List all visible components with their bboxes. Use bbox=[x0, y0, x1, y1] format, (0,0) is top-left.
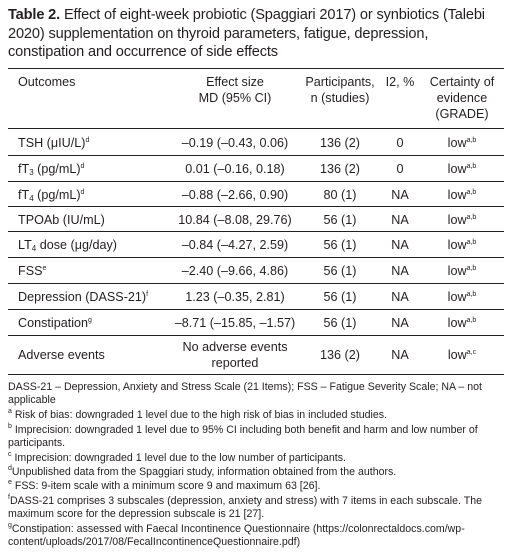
row-adverse-participants: 136 (2) bbox=[320, 348, 360, 362]
row-divider bbox=[8, 309, 504, 310]
col-header-participants: Participants, n (studies) bbox=[305, 75, 375, 105]
row-lt4-outcome: $LT_4$ dose (μg/day) bbox=[18, 238, 117, 253]
row-constipation-participants: 56 (1) bbox=[323, 316, 357, 330]
row-constipation-outcome: Constipation$^g$ bbox=[18, 316, 92, 330]
footnote-c: $^c$ Imprecision: downgraded 1 level due to the low number of participants. bbox=[8, 451, 346, 464]
row-constipation-i2: NA bbox=[391, 316, 409, 330]
row-ft4-outcome: $fT_4$ $(pg/mL)^d$ bbox=[18, 188, 85, 203]
row-ft3-effect: 0.01 (–0.16, 0.18) bbox=[185, 162, 285, 176]
row-divider bbox=[8, 181, 504, 182]
top-rule bbox=[8, 68, 504, 69]
row-divider bbox=[8, 257, 504, 258]
row-constipation-effect: –8.71 (–15.85, –1.57) bbox=[174, 316, 296, 330]
row-ft4-effect: –0.88 (–2.66, 0.90) bbox=[181, 188, 289, 202]
row-fss-participants: 56 (1) bbox=[323, 264, 357, 278]
row-divider bbox=[8, 283, 504, 284]
row-tsh-i2: 0 bbox=[396, 136, 404, 150]
footnote-abbreviations: DASS-21 – Depression, Anxiety and Stress Scale (21 Items); FSS – Fatigue Severity Scale; NA – not applicable bbox=[8, 381, 482, 407]
row-ft3-outcome: $fT_3$ $(pg/mL)^d$ bbox=[18, 162, 85, 177]
footnote-g: $^g$Constipation: assessed with Faecal Incontinence Questionnaire (https://colonrectaldocs.com/wp-content/uploads/2017/08/FecalIncontinenceQuestionnaire.pdf) bbox=[8, 522, 465, 549]
row-depression-i2: NA bbox=[391, 290, 409, 304]
caption-text: Effect of eight-week probiotic (Spaggiari 2017) or synbiotics (Talebi 2020) supplementation on thyroid parameters, fatigue, depression, constipation and occurrence of side effects bbox=[8, 7, 485, 60]
footnote-d: $^d$Unpublished data from the Spaggiari study, information obtained from the authors. bbox=[8, 465, 397, 478]
table-number: Table 2. bbox=[8, 7, 61, 23]
row-adverse-outcome: Adverse events bbox=[18, 348, 105, 362]
row-tsh-participants: 136 (2) bbox=[320, 136, 360, 150]
col-header-i2: I2, % bbox=[385, 75, 415, 89]
bottom-rule bbox=[8, 374, 504, 375]
row-ft4-certainty: low$^{a,b}$ bbox=[447, 188, 477, 202]
row-lt4-i2: NA bbox=[391, 238, 409, 252]
header-rule bbox=[8, 128, 504, 129]
row-tpoab-participants: 56 (1) bbox=[323, 213, 357, 227]
col-header-outcomes: Outcomes bbox=[18, 75, 76, 89]
row-tsh-certainty: low$^{a,b}$ bbox=[447, 136, 477, 150]
footnote-a: $^a$ Risk of bias: downgraded 1 level due to the high risk of bias in included studies. bbox=[8, 408, 388, 421]
row-depression-certainty: low$^{a,b}$ bbox=[447, 290, 477, 304]
row-adverse-certainty: low$^{a,c}$ bbox=[447, 348, 477, 362]
row-adverse-i2: NA bbox=[391, 348, 409, 362]
row-ft4-i2: NA bbox=[391, 188, 409, 202]
row-ft3-participants: 136 (2) bbox=[320, 162, 360, 176]
col-header-effect-size: Effect size MD (95% CI) bbox=[198, 75, 272, 105]
row-tsh-outcome: TSH $(\mu IU/L)^d$ bbox=[18, 136, 90, 150]
row-fss-certainty: low$^{a,b}$ bbox=[447, 264, 477, 278]
row-lt4-participants: 56 (1) bbox=[323, 238, 357, 252]
row-tsh-effect: –0.19 (–0.43, 0.06) bbox=[181, 136, 289, 150]
row-lt4-certainty: low$^{a,b}$ bbox=[447, 238, 477, 252]
row-fss-outcome: FSS$^e$ bbox=[18, 264, 47, 278]
row-lt4-effect: –0.84 (–4.27, 2.59) bbox=[181, 238, 289, 252]
row-constipation-certainty: low$^{a,b}$ bbox=[447, 316, 477, 330]
row-depression-outcome: Depression (DASS-21)$^f$ bbox=[18, 290, 149, 304]
table-caption bbox=[8, 6, 508, 62]
row-fss-i2: NA bbox=[391, 264, 409, 278]
row-depression-participants: 56 (1) bbox=[323, 290, 357, 304]
row-depression-effect: 1.23 (–0.35, 2.81) bbox=[185, 290, 285, 304]
footnote-b: $^b$ Imprecision: downgraded 1 level due to 95% CI including both benefit and harm and low number of participants. bbox=[8, 423, 478, 450]
row-ft3-certainty: low$^{a,b}$ bbox=[447, 162, 477, 176]
row-divider bbox=[8, 231, 504, 232]
row-adverse-effect: No adverse events reported bbox=[182, 340, 288, 370]
row-divider bbox=[8, 155, 504, 156]
row-tpoab-i2: NA bbox=[391, 213, 409, 227]
footnote-e: $^e$ FSS: 9-item scale with a minimum score 9 and maximum 63 [26]. bbox=[8, 479, 321, 492]
col-header-certainty: Certainty of evidence (GRADE) bbox=[429, 75, 495, 121]
row-divider bbox=[8, 335, 504, 336]
footnote-f: $^f$DASS-21 comprises 3 subscales (depression, anxiety and stress) with 7 items in each subscale. The maximum score for the depression subscale is 21 [27]. bbox=[8, 494, 482, 521]
row-fss-effect: –2.40 (–9.66, 4.86) bbox=[181, 264, 289, 278]
row-ft3-i2: 0 bbox=[396, 162, 404, 176]
row-tpoab-effect: 10.84 (–8.08, 29.76) bbox=[178, 213, 292, 227]
row-tpoab-certainty: low$^{a,b}$ bbox=[447, 213, 477, 227]
row-ft4-participants: 80 (1) bbox=[323, 188, 357, 202]
row-divider bbox=[8, 206, 504, 207]
row-tpoab-outcome: TPOAb (IU/mL) bbox=[18, 213, 105, 227]
